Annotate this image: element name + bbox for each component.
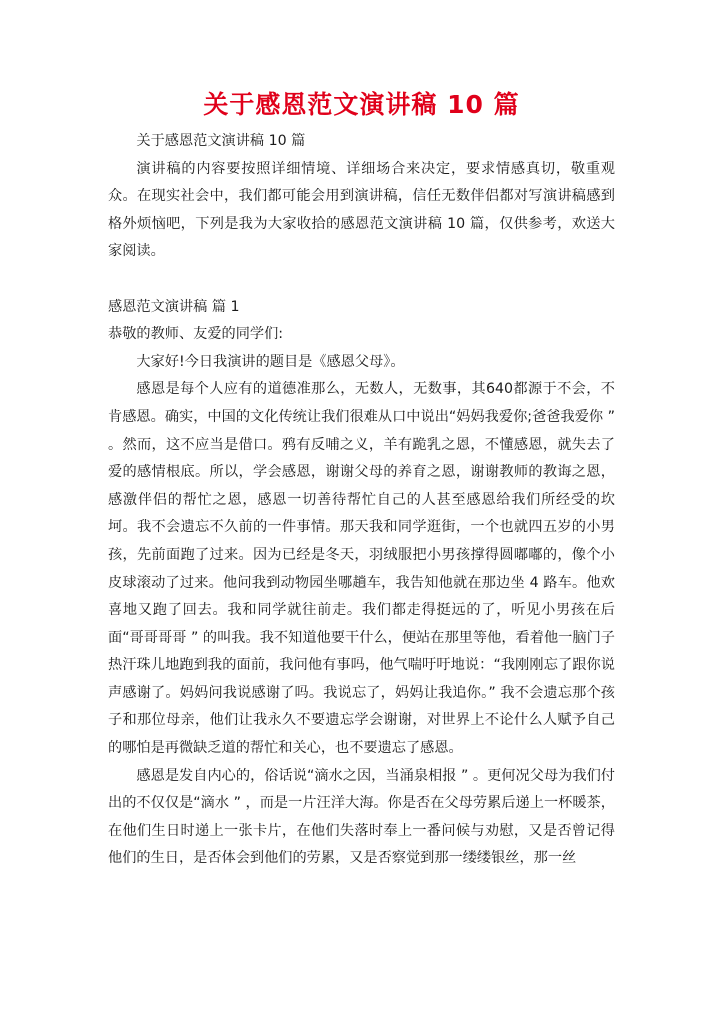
paragraph-spacer: [108, 266, 615, 294]
document-title: 关于感恩范文演讲稿 10 篇: [203, 90, 520, 119]
salutation: 恭敬的教师、友爱的同学们:: [108, 326, 284, 343]
intro-paragraph: 演讲稿的内容要按照详细情境、详细场合来决定，要求情感真切，敬重观众。在现实社会中，我们都可能会用到演讲稿，信任无数伴侣都对写演讲稿感到格外烦恼吧，下列是我为大家收拾的感恩范文演讲稿 10 篇，仅供参考，欢送大家阅读。: [108, 160, 615, 260]
speech-paragraph-1: 大家好!今日我演讲的题目是《感恩父母》。: [136, 353, 405, 370]
document-subtitle: 关于感恩范文演讲稿 10 篇: [136, 133, 306, 149]
speech-paragraph-3: 感恩是发自内心的，俗话说“滴水之因，当涌泉相报 ” 。更何况父母为我们付出的不仅仅是“滴水 ” ，而是一片汪洋大海。你是否在父母劳累后递上一杯暖茶，在他们生日时递上一张卡片，在他们失落时奉上一番问候与劝慰，又是否曾记得他们的生日，是否体会到他们的劳累，又是否察觉到那一缕缕银丝，那一丝: [108, 767, 615, 867]
speech-paragraph-2: 感恩是每个人应有的道德准那么，无数人，无数事，其640都源于不会，不肯感恩。确实，中国的文化传统让我们很难从口中说出“妈妈我爱你;爸爸我爱你 ” 。然而，这不应当是借口。鸦有反哺之义，羊有跪乳之恩，不懂感恩，就失去了爱的感情根底。所以，学会感恩，谢谢父母的养育之恩，谢谢教师的教诲之恩，感激伴侣的帮忙之恩，感恩一切善待帮忙自己的人甚至感恩给我们所经受的坎坷。我不会遗忘不久前的一件事情。那天我和同学逛街，一个也就四五岁的小男孩，先前面跑了过来。因为已经是冬天，羽绒服把小男孩撑得圆嘟嘟的，像个小皮球滚动了过来。他问我到动物园坐哪趟车，我告知他就在那边坐 4 路车。他欢喜地又跑了回去。我和同学就往前走。我们都走得挺远的了，听见小男孩在后面“哥哥哥哥 ” 的叫我。我不知道他要干什么，便站在那里等他，看着他一脑门子热汗珠儿地跑到我的面前，我问他有事吗，他气喘吁吁地说：“我刚刚忘了跟你说声感谢了。妈妈问我说感谢了吗。我说忘了，妈妈让我追你。” 我不会遗忘那个孩子和那位母亲，他们让我永久不要遗忘学会谢谢，对世界上不论什么人赋予自己的哪怕是再微缺乏道的帮忙和关心，也不要遗忘了感恩。: [108, 381, 615, 757]
section-heading: 感恩范文演讲稿 篇 1: [108, 298, 240, 315]
